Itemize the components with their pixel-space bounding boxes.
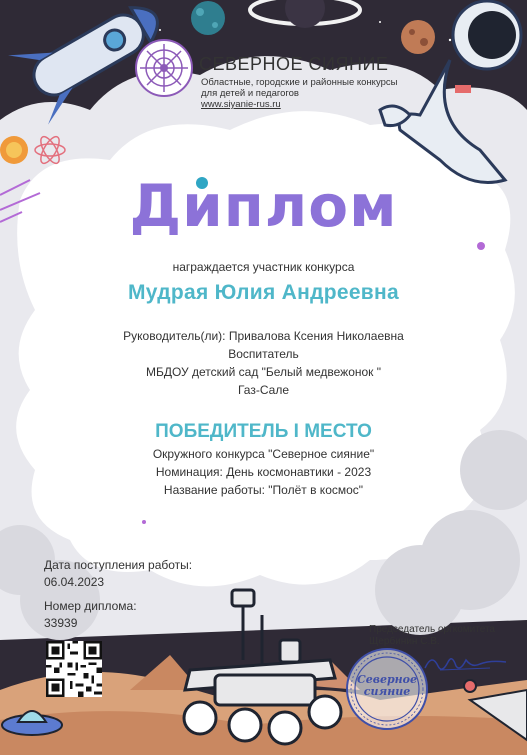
leader-line: Руководитель(ли): Привалова Ксения Николаевна — [123, 329, 404, 343]
org-subtitle-line1: Областные, городские и районные конкурсы — [201, 77, 398, 88]
participant-name: Мудрая Юлия Андреевна — [128, 281, 399, 304]
chairman-name: Щербинин С.В. — [369, 636, 440, 647]
org-name: СЕВЕРНОЕ СИЯНИЕ — [199, 54, 389, 74]
signature-icon — [420, 648, 510, 678]
chairman-title: Председатель оргкомитета — [369, 624, 495, 635]
diploma-number-value: 33939 — [44, 616, 78, 630]
qr-code-icon[interactable] — [46, 641, 102, 697]
stamp-text-line2: сияние — [363, 685, 411, 698]
stamp-text-line1: Северное — [356, 673, 418, 686]
result-heading: ПОБЕДИТЕЛЬ I МЕСТО — [155, 421, 372, 442]
city: Газ-Сале — [237, 383, 289, 397]
contest-name: Окружного конкурса "Северное сияние" — [152, 447, 375, 461]
logo-icon — [134, 38, 194, 98]
leader-position: Воспитатель — [228, 347, 299, 361]
diploma-title: Диплом — [129, 172, 398, 240]
received-date-label: Дата поступления работы: — [44, 558, 193, 572]
planet-icon — [191, 1, 225, 35]
work-title: Название работы: "Полёт в космос" — [163, 483, 364, 497]
nomination: Номинация: День космонавтики - 2023 — [155, 465, 372, 479]
institution: МБДОУ детский сад "Белый медвежонок " — [145, 365, 382, 379]
org-website-link[interactable]: www.siyanie-rus.ru — [201, 99, 281, 110]
received-date-value: 06.04.2023 — [44, 575, 105, 589]
award-line: награждается участник конкурса — [172, 260, 355, 274]
stamp-text — [350, 674, 424, 698]
org-subtitle-line2: для детей и педагогов — [201, 88, 299, 99]
diploma-number-label: Номер диплома: — [44, 599, 137, 613]
